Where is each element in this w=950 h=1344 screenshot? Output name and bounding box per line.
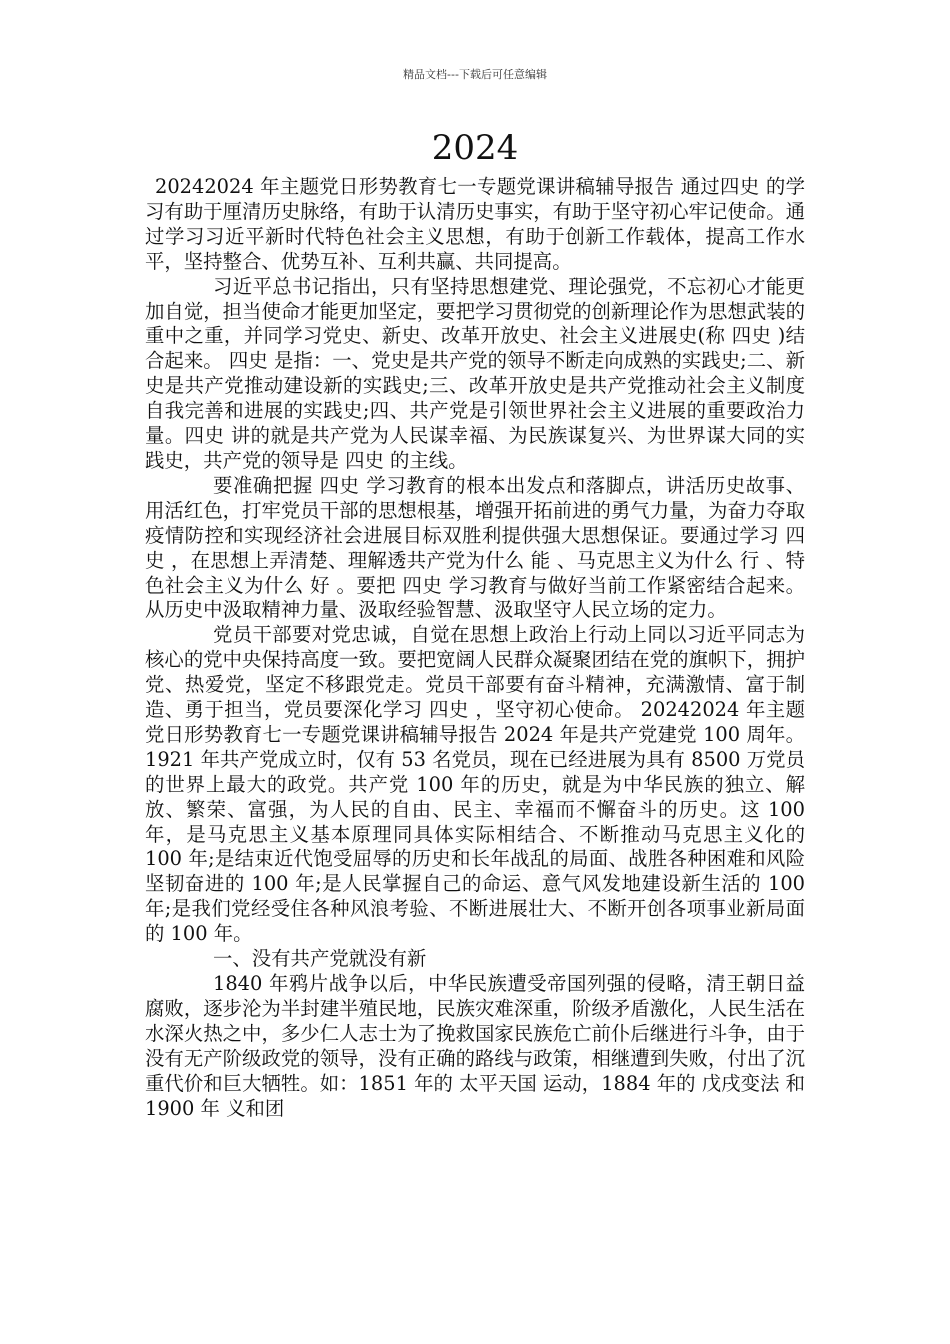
document-title: 2024 [431, 128, 519, 168]
section-heading-1: 一、没有共产党就没有新 [213, 947, 427, 971]
paragraph-four-histories: 习近平总书记指出，只有坚持思想建党、理论强党，不忘初心才能更加自觉，担当使命才能更加坚定，要把学习贯彻党的创新理论作为思想武装的重中之重，并同学习党史、新史、改革开放史、社会主义进展史(称 四史 )结合起来。 四史 是指：一、党史是共产党的领导不断走向成熟的实践史;二、新史是共产党推动建设新的实践史;三、改革开放史是共产党推动社会主义制度自我完善和进展的实践史;四、共产党是引领世界社会主义进展的重要政治力量。四史 讲的就是共产党为人民谋幸福、为民族谋复兴、为世界谋大同的实践史，共产党的领导是 四史 的主线。 [145, 274, 805, 472]
paragraph-study-goals: 要准确把握 四史 学习教育的根本出发点和落脚点，讲活历史故事、用活红色，打牢党员干部的思想根基，增强开拓前进的勇气力量，为奋力夺取疫情防控和实现经济社会进展目标双胜利提供强大思想保证。要通过学习 四史 ，在思想上弄清楚、理解透共产党为什么 能 、马克思主义为什么 行 、特色社会主义为什么 好 。要把 四史 学习教育与做好当前工作紧密结合起来。从历史中汲取精神力量、汲取经验智慧、汲取坚守人民立场的定力。 [145, 473, 805, 622]
paragraph-party-loyalty: 党员干部要对党忠诚，自觉在思想上政治上行动上同以习近平同志为核心的党中央保持高度一致。要把宽阔人民群众凝聚团结在党的旗帜下，拥护党、热爱党，坚定不移跟党走。党员干部要有奋斗精神，充满激情、富于制造、勇于担当，党员要深化学习 四史 ，坚守初心使命。 20242024 年主题党日形势教育七一专题党课讲稿辅导报告 2024 年是共产党建党 100 周年。1921 年共产党成立时，仅有 53 名党员，现在已经进展为具有 8500 万党员的世界上最大的政党。共产党 100 年的历史，就是为中华民族的独立、解放、繁荣、富强，为人民的自由、民主、幸福而不懈奋斗的历史。这 100 年，是马克思主义基本原理同具体实际相结合、不断推动马克思主义化的 100 年;是结束近代饱受屈辱的历史和长年战乱的局面、战胜各种困难和风险坚韧奋进的 100 年;是人民掌握自己的命运、意气风发地建设新生活的 100 年;是我们党经受住各种风浪考验、不断进展壮大、不断开创各项事业新局面的 100 年。 [145, 623, 805, 946]
paragraph-intro: 20242024 年主题党日形势教育七一专题党课讲稿辅导报告 通过四史 的学习有助于厘清历史脉络，有助于认清历史事实，有助于坚守初心牢记使命。通过学习习近平新时代特色社会主义思想，有助于创新工作载体，提高工作水平，坚持整合、优势互补、互利共赢、共同提高。 [145, 175, 805, 273]
paragraph-history-1840: 1840 年鸦片战争以后，中华民族遭受帝国列强的侵略，清王朝日益腐败，逐步沦为半封建半殖民地，民族灾难深重，阶级矛盾激化，人民生活在水深火热之中，多少仁人志士为了挽救国家民族危亡前仆后继进行斗争，由于没有无产阶级政党的领导，没有正确的路线与政策，相继遭到失败，付出了沉重代价和巨大牺牲。如：1851 年的 太平天国 运动，1884 年的 戊戌变法 和 1900 年 义和团 [145, 972, 805, 1120]
document-body [145, 175, 805, 1121]
page-header: 精品文档---下载后可任意编辑 [403, 68, 547, 81]
